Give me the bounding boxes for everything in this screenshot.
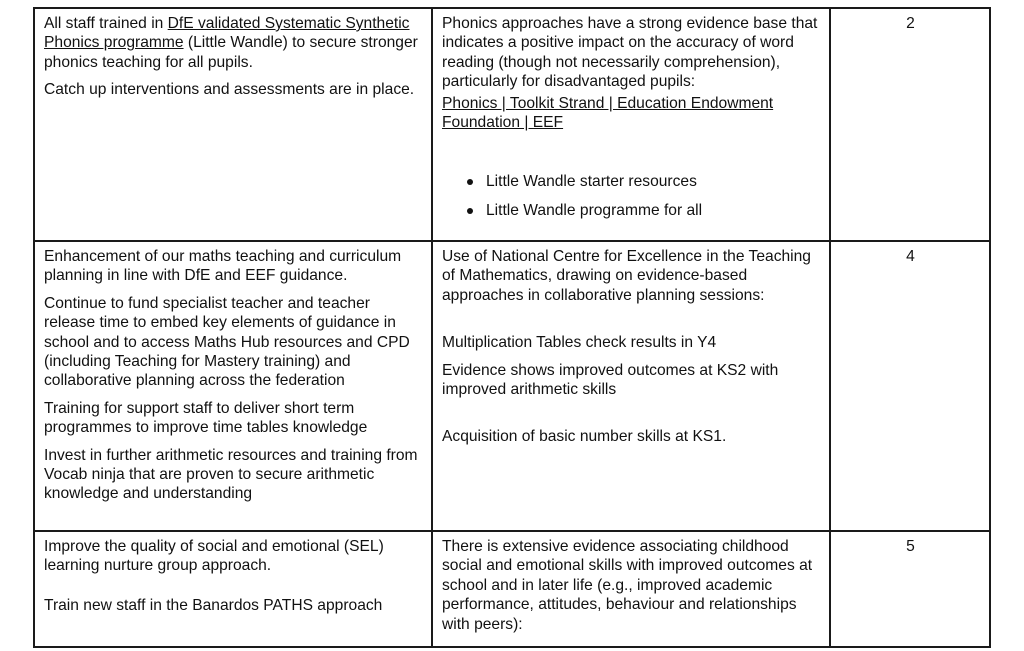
activity-paragraph: Invest in further arithmetic resources and training from Vocab ninja that are proven to secure arithmetic knowledge and understanding [44, 446, 418, 503]
activity-cell [34, 8, 432, 241]
list-item: Little Wandle starter resources [486, 172, 821, 191]
evidence-paragraph: Multiplication Tables check results in Y4 [442, 334, 717, 352]
activity-paragraph [44, 14, 423, 72]
evidence-paragraph: Evidence shows improved outcomes at KS2 with improved arithmetic skills [442, 361, 779, 399]
evidence-cell [432, 531, 830, 647]
eef-phonics-link[interactable]: Phonics | Toolkit Strand | Education Endowment Foundation | EEF [442, 94, 774, 132]
evidence-cell [432, 241, 830, 531]
phonics-programme-link[interactable]: DfE validated Systematic Synthetic Phonics programme [44, 15, 410, 52]
strategy-table [33, 7, 991, 648]
activity-cell [34, 531, 432, 647]
activity-cell [34, 241, 432, 531]
activity-text: (Little Wandle) to secure stronger phonics teaching for all pupils. [44, 34, 418, 71]
activity-text: All staff trained in [44, 15, 168, 32]
activity-paragraph: Training for support staff to deliver short term programmes to improve time tables knowledge [44, 399, 368, 437]
activity-paragraph: Train new staff in the Banardos PATHS approach [44, 596, 383, 614]
evidence-paragraph: Phonics approaches have a strong evidence base that indicates a positive impact on the accuracy of word reading (though not necessarily comprehension), particularly for disadvantaged pupils: [442, 15, 818, 91]
evidence-paragraph: There is extensive evidence associating childhood social and emotional skills with improved outcomes at school and in later life (e.g., improved academic performance, attitudes, behaviour and relationships with peers): [442, 538, 813, 633]
challenge-number-cell: 2 [830, 8, 990, 241]
activity-paragraph: Catch up interventions and assessments are in place. [44, 81, 415, 99]
table-row [34, 241, 990, 531]
activity-paragraph: Improve the quality of social and emotional (SEL) learning nurture group approach. [44, 538, 384, 575]
evidence-paragraph: Use of National Centre for Excellence in the Teaching of Mathematics, drawing on evidence-based approaches in collaborative planning sessions: [442, 248, 811, 304]
evidence-cell [432, 8, 830, 241]
challenge-number-cell: 4 [830, 241, 990, 531]
activity-paragraph: Enhancement of our maths teaching and curriculum planning in line with DfE and EEF guidance. [44, 248, 402, 285]
list-item: Little Wandle programme for all [486, 201, 821, 220]
evidence-paragraph: Acquisition of basic number skills at KS1. [442, 428, 727, 446]
resource-list [442, 172, 821, 220]
table-row [34, 8, 990, 241]
challenge-number-cell: 5 [830, 531, 990, 647]
activity-paragraph: Continue to fund specialist teacher and teacher release time to embed key elements of guidance in school and to access Maths Hub resources and CPD (including Teaching for Mastery training) and collaborative planning across the federation [44, 294, 410, 390]
table-row [34, 531, 990, 647]
